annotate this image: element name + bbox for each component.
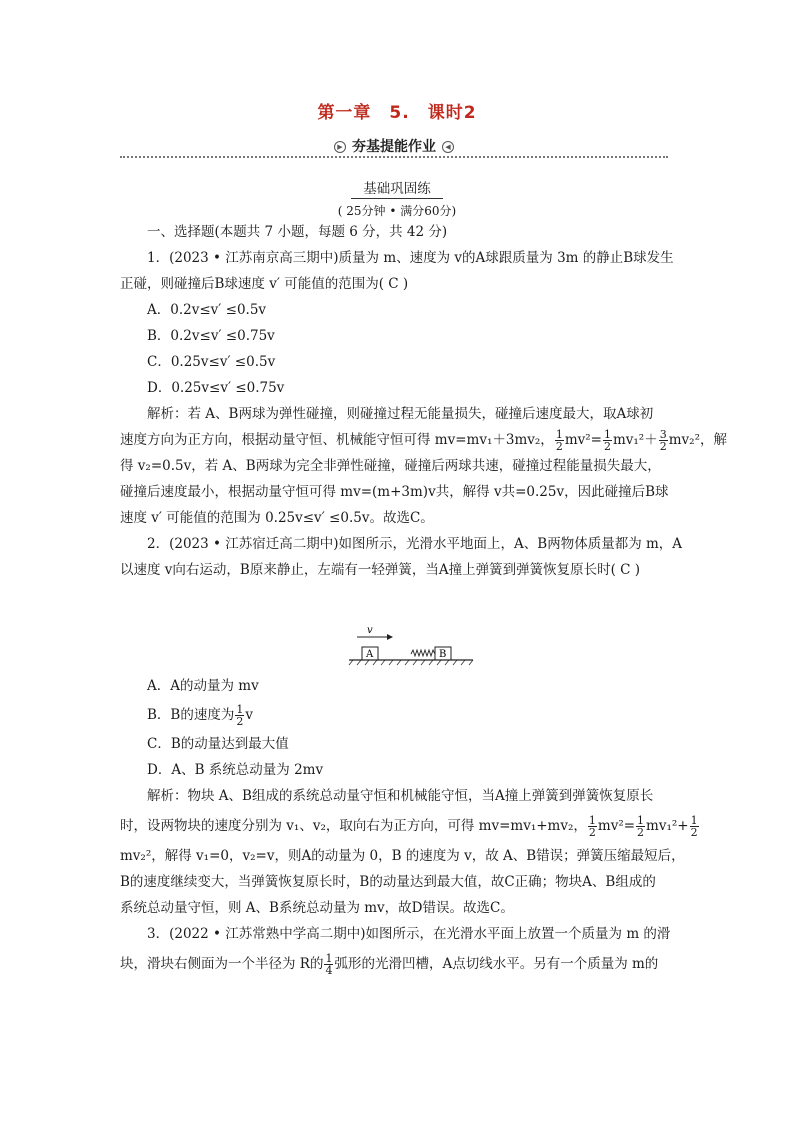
dotted-divider	[120, 156, 668, 158]
q2-option-b: B．B的速度为 $\frac{1}{2}$ v	[147, 703, 253, 728]
q2-stem: 2．(2023 • 江苏宿迁高二期中)如图所示，光滑水平地面上，A、B两物体质量都为 m，A	[147, 536, 683, 552]
q2-option-a: A．A的动量为 mv	[147, 678, 259, 694]
block-a-label: A	[366, 649, 374, 660]
q1-option-d: D．0.25v≤v′ ≤0.75v	[147, 380, 285, 396]
fraction: $\frac{1}{2}$	[637, 814, 645, 839]
q1-solution-line: 碰撞后速度最小，根据动量守恒可得 mv=(m+3m)v共，解得 v共=0.25v，因此碰撞后B球	[120, 484, 669, 500]
banner-label: 夯基提能作业	[352, 139, 436, 155]
q3-stem: 3．(2022 • 江苏常熟中学高二期中)如图所示，在光滑水平面上放置一个质量为 m 的滑	[147, 926, 671, 942]
q2-solution-line: mv₂²，解得 v₁=0，v₂=v，则A的动量为 0，B 的速度为 v，故 A、B错误；弹簧压缩最短后，	[120, 848, 685, 864]
intro-line: 一、选择题(本题共 7 小题，每题 6 分，共 42 分)	[147, 224, 448, 240]
velocity-label: v	[367, 625, 373, 636]
q1-stem: 1．(2023 • 江苏南京高三期中)质量为 m、速度为 v的A球跟质量为 3m 的静止B球发生	[147, 250, 674, 266]
collision-figure	[345, 624, 475, 668]
section-header	[0, 177, 794, 219]
q1-solution-line: 速度方向为正方向，根据动量守恒、机械能守恒可得 mv=mv₁＋3mv₂， $\frac{1}{2}$ mv²= $\frac{1}{2}$ mv₁²＋ $\frac{3}{2}$ mv₂²，解	[120, 428, 727, 453]
section-subtitle: ( 25分钟 • 满分60分)	[337, 204, 457, 218]
q2-option-d: D．A、B 系统总动量为 2mv	[147, 762, 324, 778]
fraction: $\frac{3}{2}$	[659, 428, 667, 453]
q1-stem-cont: 正碰，则碰撞后B球速度 v′ 可能值的范围为( C )	[120, 276, 409, 292]
fraction: $\frac{1}{2}$	[236, 703, 244, 728]
block-b-label: B	[439, 649, 447, 660]
q2-option-c: C．B的动量达到最大值	[147, 736, 289, 752]
q1-solution-line: 速度 v′ 可能值的范围为 0.25v≤v′ ≤0.5v。故选C。	[120, 510, 434, 526]
section-title: 基础巩固练	[351, 177, 443, 199]
q1-option-a: A．0.2v≤v′ ≤0.5v	[147, 302, 267, 318]
q2-solution-line: 解析：物块 A、B组成的系统总动量守恒和机械能守恒，当A撞上弹簧到弹簧恢复原长	[147, 788, 654, 804]
question-1-block	[120, 219, 727, 583]
homework-banner	[120, 136, 668, 158]
chapter-title: 第一章 5. 课时2	[317, 103, 477, 123]
fraction: $\frac{1}{2}$	[690, 814, 698, 839]
rewind-icon: ◀	[442, 141, 454, 153]
q2-solution-line: 时，设两物块的速度分别为 v₁、v₂，取向右为正方向，可得 mv=mv₁+mv₂， $\frac{1}{2}$ mv²= $\frac{1}{2}$ mv₁²+ $\frac{1}{2}$	[120, 814, 698, 839]
ground-hatching	[349, 660, 473, 665]
fraction: $\frac{1}{2}$	[588, 814, 596, 839]
q2-solution-line: B的速度继续变大，当弹簧恢复原长时，B的动量达到最大值，故C正确；物块A、B组成的	[120, 874, 656, 890]
play-icon: ▶	[334, 141, 346, 153]
q2-solution-line: 系统总动量守恒，则 A、B系统总动量为 mv，故D错误。故选C。	[120, 900, 514, 916]
q1-solution-line: 解析：若 A、B两球为弹性碰撞，则碰撞过程无能量损失，碰撞后速度最大，取A球初	[147, 406, 654, 422]
question-2-block	[120, 673, 698, 981]
fraction: $\frac{1}{2}$	[555, 428, 563, 453]
q1-option-b: B．0.2v≤v′ ≤0.75v	[147, 328, 275, 344]
fraction: $\frac{1}{2}$	[603, 428, 611, 453]
q1-solution-line: 得 v₂=0.5v，若 A、B两球为完全非弹性碰撞，碰撞后两球共速，碰撞过程能量损失最大，	[120, 458, 661, 474]
spring	[411, 650, 435, 656]
q3-stem-cont: 块，滑块右侧面为一个半径为 R的 $\frac{1}{4}$ 弧形的光滑凹槽，A点切线水平。另有一个质量为 m的	[120, 952, 659, 977]
q1-option-c: C．0.25v≤v′ ≤0.5v	[147, 354, 276, 370]
arrow-head	[387, 634, 393, 640]
q2-stem-cont: 以速度 v向右运动，B原来静止，左端有一轻弹簧，当A撞上弹簧到弹簧恢复原长时( C )	[120, 562, 641, 578]
fraction: $\frac{1}{4}$	[325, 952, 333, 977]
